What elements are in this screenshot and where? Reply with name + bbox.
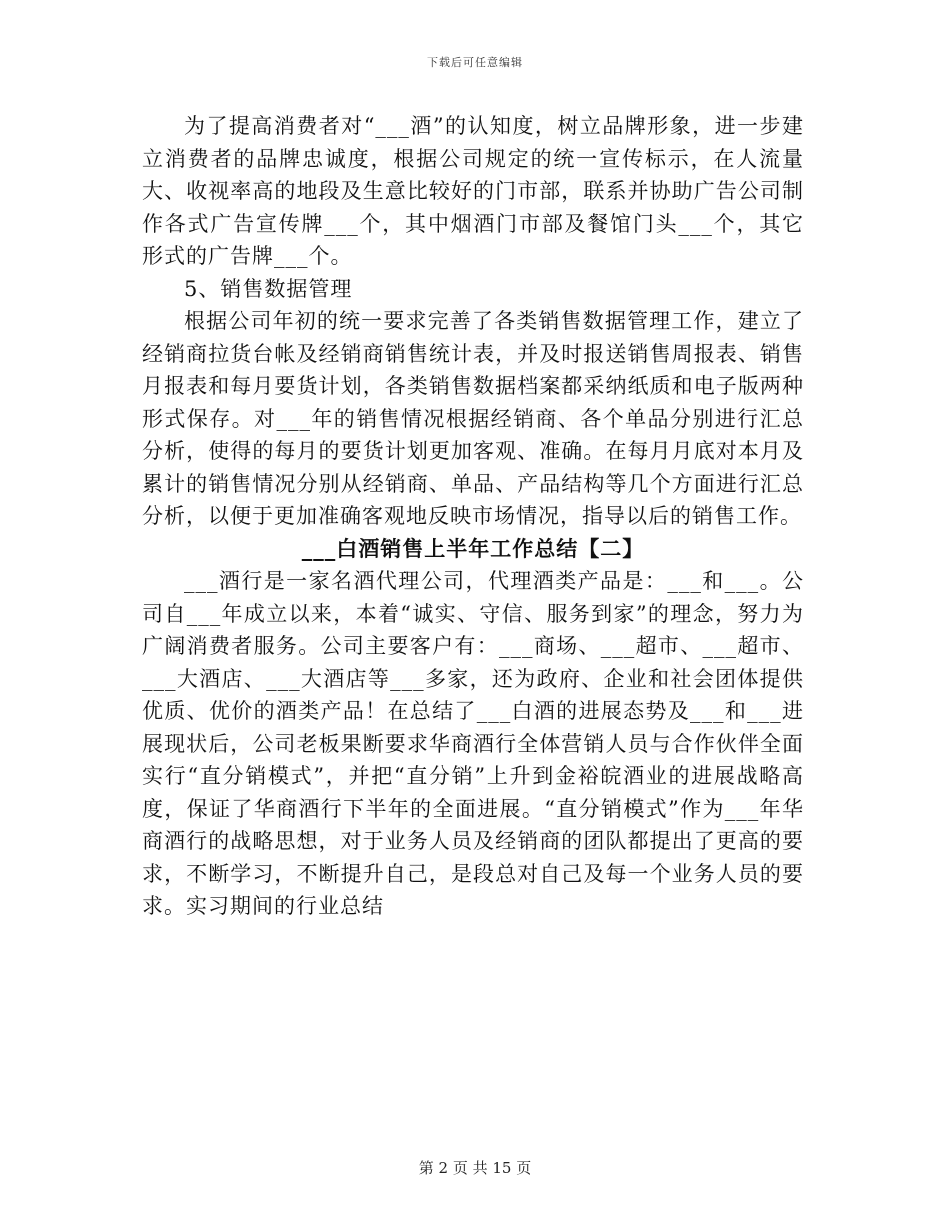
document-body xyxy=(142,110,804,923)
item-5-title: 5、销售数据管理 xyxy=(184,276,353,301)
paragraph-company-intro: ___酒行是一家名酒代理公司，代理酒类产品是：___和___。公司自___年成立以来，本着“诚实、守信、服务到家”的理念，努力为广阔消费者服务。公司主要客户有：___商场、___超市、___超市、___大酒店、___大酒店等___多家，还为政府、企业和社会团体提供优质、优价的酒类产品！在总结了___白酒的进展态势及___和___进展现状后，公司老板果断要求华商酒行全体营销人员与合作伙伴全面实行“直分销模式”，并把“直分销”上升到金裕皖酒业的进展战略高度，保证了华商酒行下半年的全面进展。“直分销模式”作为___年华商酒行的战略思想，对于业务人员及经销商的团队都提出了更高的要求，不断学习，不断提升自己，是段总对自己及每一个业务人员的要求。实习期间的行业总结 xyxy=(142,569,804,918)
page-number: 第 2 页 共 15 页 xyxy=(418,1159,532,1177)
paragraph-sales-data: 根据公司年初的统一要求完善了各类销售数据管理工作，建立了经销商拉货台帐及经销商销售统计表，并及时报送销售周报表、销售月报表和每月要货计划，各类销售数据档案都采纳纸质和电子版两种形式保存。对___年的销售情况根据经销商、各个单品分别进行汇总分析，使得的每月的要货计划更加客观、准确。在每月月底对本月及累计的销售情况分别从经销商、单品、产品结构等几个方面进行汇总分析，以便于更加准确客观地反映市场情况，指导以后的销售工作。 xyxy=(142,309,804,528)
section-heading: ___白酒销售上半年工作总结【二】 xyxy=(301,536,645,561)
page-header: 下载后可任意编辑 xyxy=(427,56,523,69)
paragraph-brand-promotion: 为了提高消费者对“___酒”的认知度，树立品牌形象，进一步建立消费者的品牌忠诚度，根据公司规定的统一宣传标示，在人流量大、收视率高的地段及生意比较好的门市部，联系并协助广告公司制作各式广告宣传牌___个，其中烟酒门市部及餐馆门头___个，其它形式的广告牌___个。 xyxy=(142,114,804,268)
